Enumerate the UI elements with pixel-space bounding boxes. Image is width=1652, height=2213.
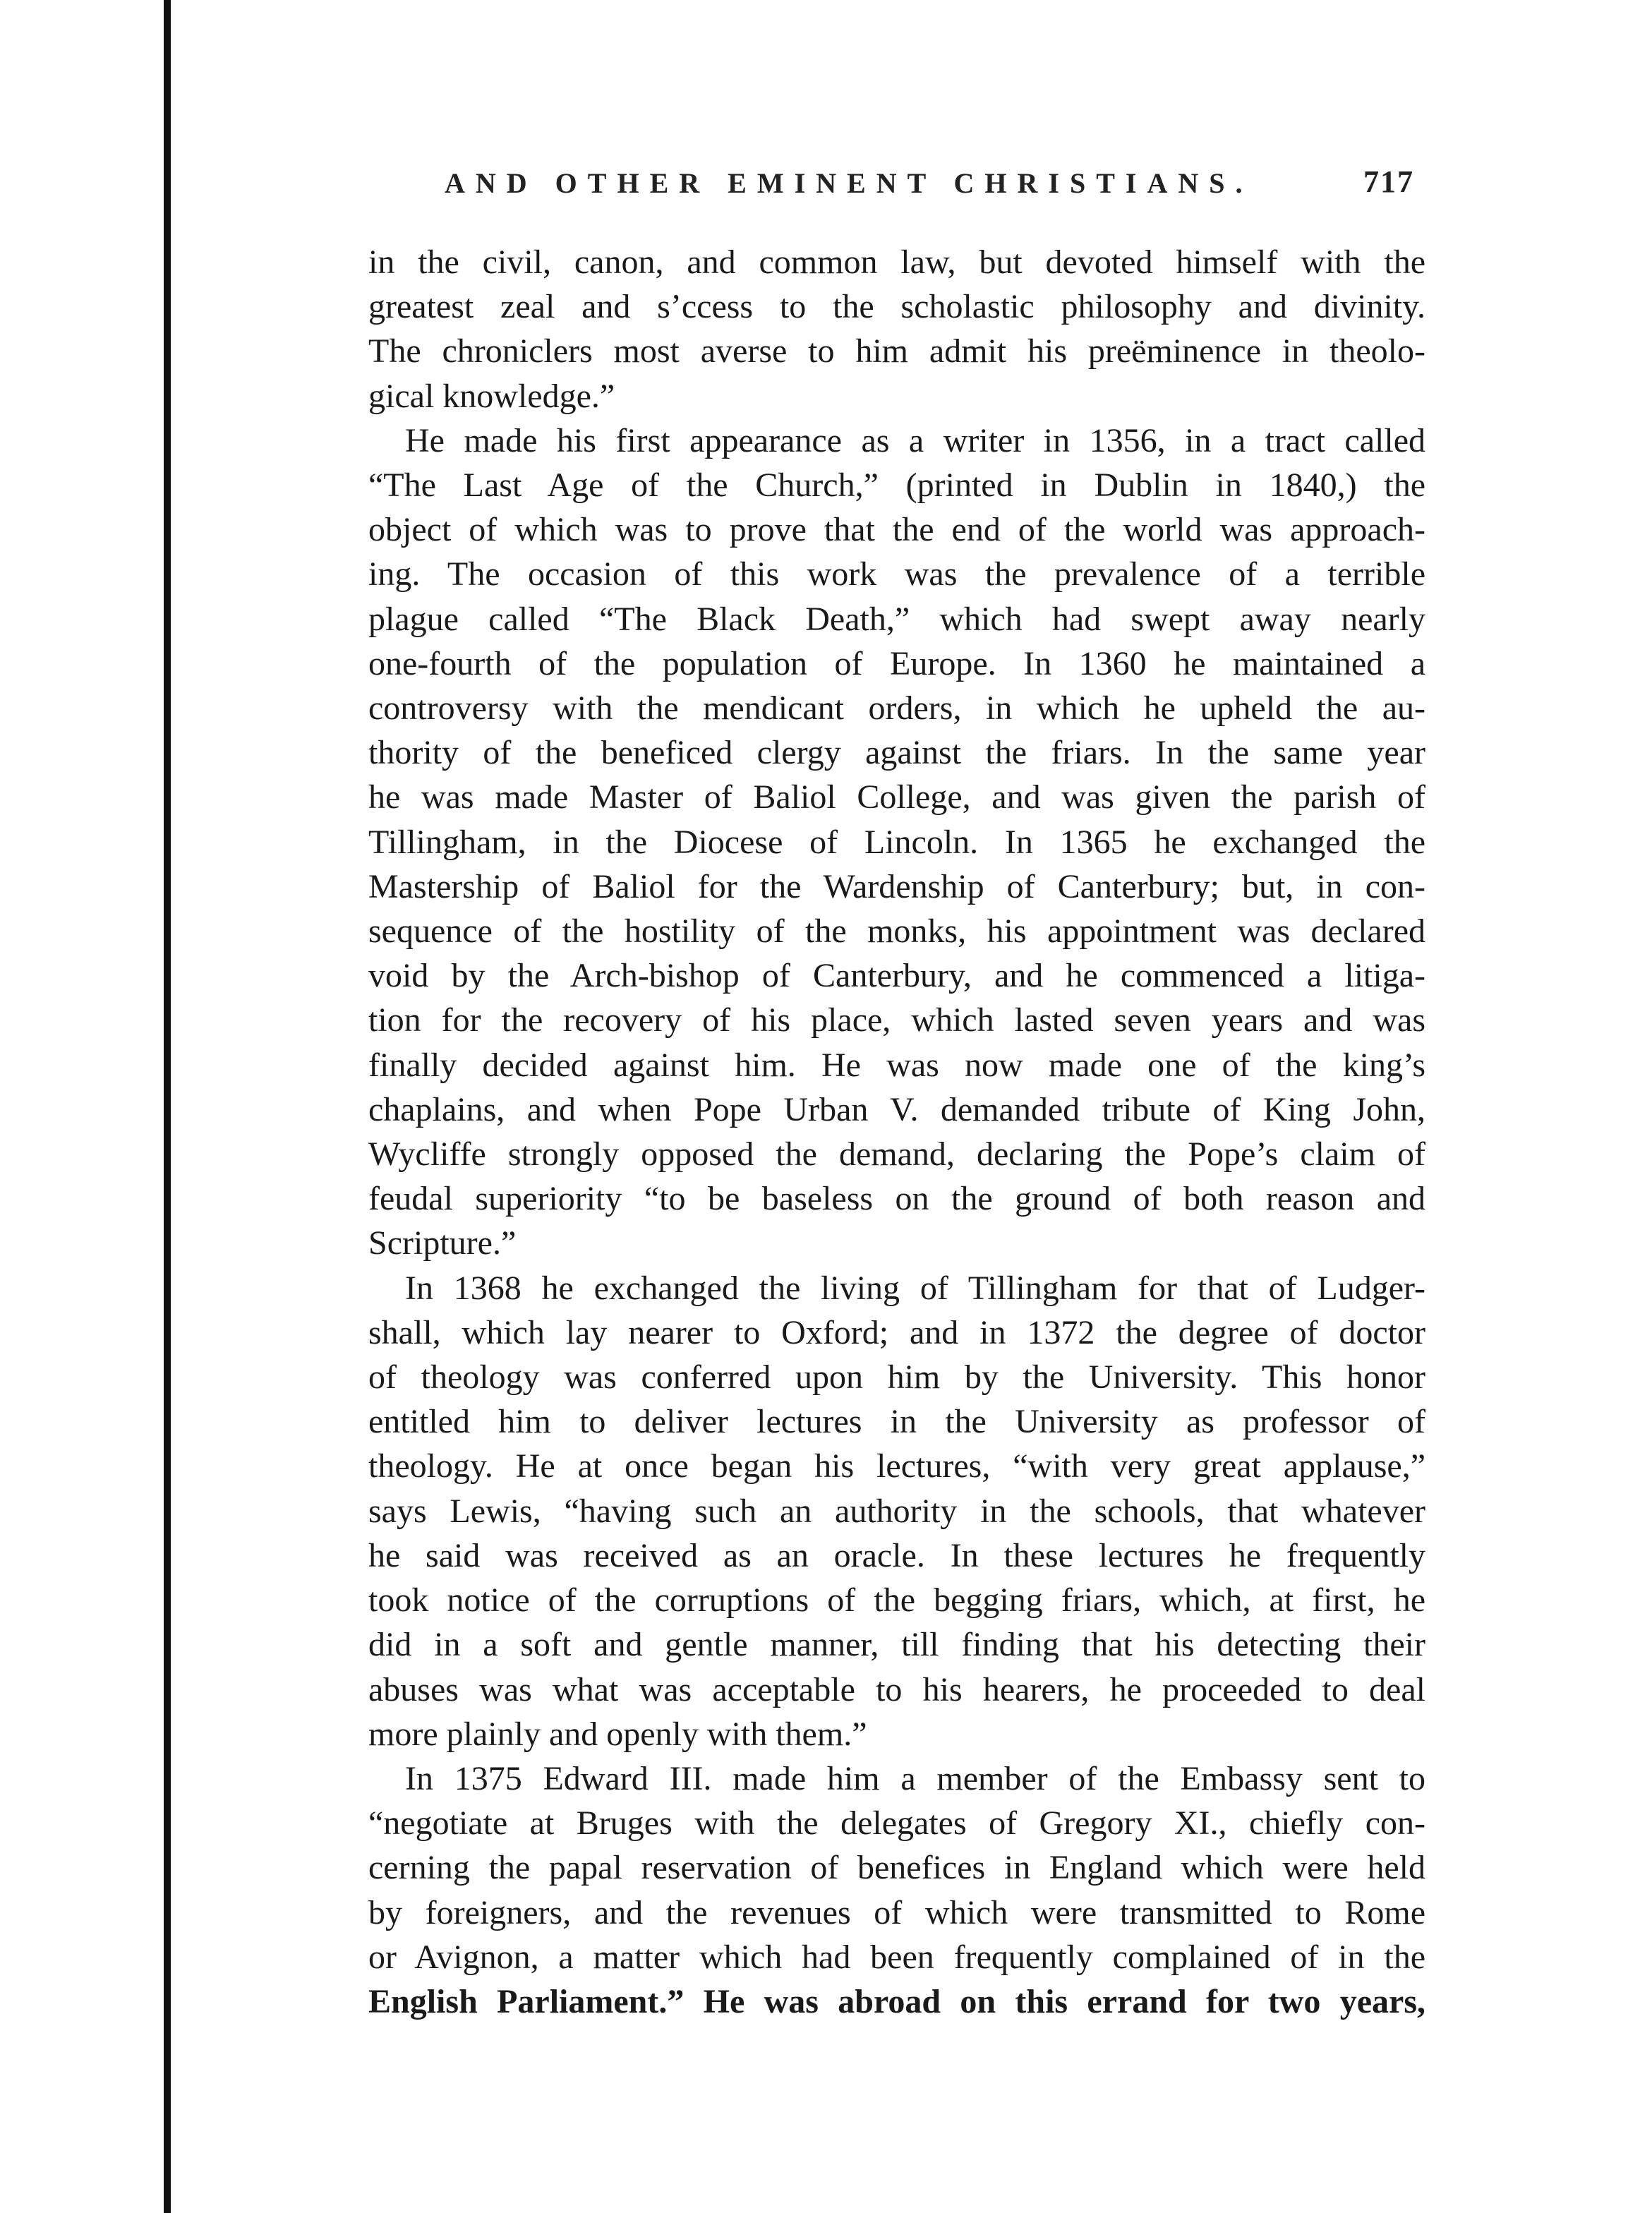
text-line: or Avignon, a matter which had been frequently complained of in the [368, 1938, 1425, 1976]
text-line: he said was received as an oracle. In these lectures he frequently [368, 1536, 1425, 1574]
text-line: chaplains, and when Pope Urban V. demanded tribute of King John, [368, 1090, 1425, 1128]
text-line: entitled him to deliver lectures in the University as professor of [368, 1403, 1425, 1441]
text-line: took notice of the corruptions of the begging friars, which, at first, he [368, 1581, 1425, 1620]
text-line: finally decided against him. He was now made one of the king’s [368, 1046, 1425, 1084]
text-line: in the civil, canon, and common law, but devoted himself with the [368, 243, 1425, 281]
text-line: cerning the papal reservation of benefices in England which were held [368, 1849, 1425, 1887]
text-line: tion for the recovery of his place, which lasted seven years and was [368, 1001, 1425, 1039]
text-line: Mastership of Baliol for the Wardenship of Canterbury; but, in con- [368, 867, 1425, 905]
text-line: object of which was to prove that the end of the world was approach- [368, 511, 1425, 549]
text-line: “negotiate at Bruges with the delegates of Gregory XI., chiefly con- [368, 1804, 1425, 1843]
text-line: of theology was conferred upon him by the University. This honor [368, 1358, 1425, 1397]
text-line: gical knowledge.” [368, 377, 615, 415]
text-line: Wycliffe strongly opposed the demand, declaring the Pope’s claim of [368, 1135, 1425, 1174]
text-line: abuses was what was acceptable to his hearers, he proceeded to deal [368, 1670, 1425, 1708]
text-line: by foreigners, and the revenues of which were transmitted to Rome [368, 1893, 1425, 1931]
text-line: He made his first appearance as a writer in 1356, in a tract called [405, 421, 1425, 459]
text-line: greatest zeal and sʼccess to the scholastic philosophy and divinity. [368, 288, 1425, 326]
text-line: controversy with the mendicant orders, in which he upheld the au- [368, 689, 1425, 728]
text-line: theology. He at once began his lectures, “with very great applause,” [368, 1447, 1425, 1485]
text-line: plague called “The Black Death,” which had swept away nearly [368, 600, 1425, 638]
text-line: In 1375 Edward III. made him a member of the Embassy sent to [405, 1759, 1425, 1797]
text-line: Tillingham, in the Diocese of Lincoln. In 1365 he exchanged the [368, 823, 1425, 861]
text-line: sequence of the hostility of the monks, his appointment was declared [368, 912, 1425, 951]
text-line: shall, which lay nearer to Oxford; and in 1372 the degree of doctor [368, 1313, 1425, 1351]
text-line: English Parliament.” He was abroad on this errand for two years, [368, 1982, 1425, 2020]
running-title: AND OTHER EMINENT CHRISTIANS. [445, 167, 1253, 199]
text-line: he was made Master of Baliol College, and was given the parish of [368, 778, 1425, 816]
text-line: Scripture.” [368, 1224, 517, 1262]
text-line: The chroniclers most averse to him admit his preëminence in theolo- [368, 332, 1425, 370]
text-line: “The Last Age of the Church,” (printed in Dublin in 1840,) the [368, 466, 1425, 505]
text-line: feudal superiority “to be baseless on the ground of both reason and [368, 1180, 1425, 1218]
body-text [368, 240, 1425, 2024]
text-line: void by the Arch-bishop of Canterbury, and he commenced a litiga- [368, 957, 1425, 995]
text-line: one-fourth of the population of Europe. In 1360 he maintained a [368, 644, 1425, 682]
text-line: ing. The occasion of this work was the prevalence of a terrible [368, 555, 1425, 593]
page-number: 717 [1363, 164, 1414, 199]
page-edge-rule [164, 0, 171, 2213]
text-line: more plainly and openly with them.” [368, 1715, 867, 1753]
text-line: thority of the beneficed clergy against the friars. In the same year [368, 734, 1425, 772]
text-line: says Lewis, “having such an authority in the schools, that whatever [368, 1492, 1425, 1530]
text-line: did in a soft and gentle manner, till finding that his detecting their [368, 1626, 1425, 1664]
text-line: In 1368 he exchanged the living of Tillingham for that of Ludger- [405, 1269, 1425, 1307]
